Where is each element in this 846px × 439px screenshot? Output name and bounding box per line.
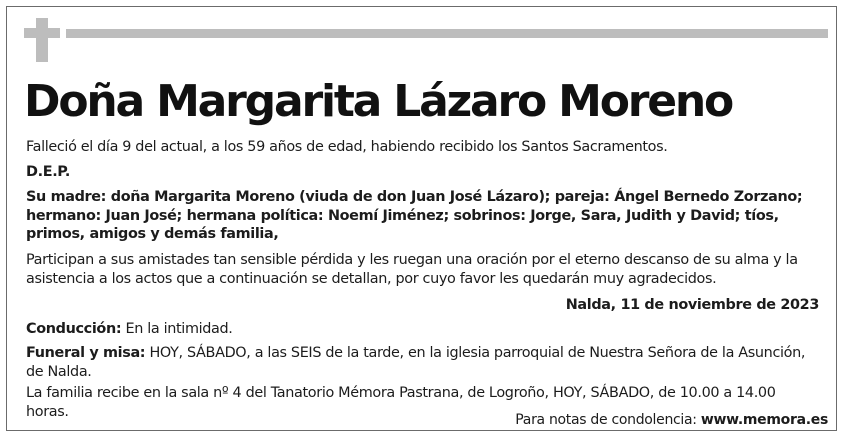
- condolence-site-link[interactable]: www.memora.es: [700, 412, 828, 428]
- header-rule: [66, 29, 828, 38]
- condolence-line: [515, 412, 828, 428]
- cross-icon-arm: [24, 28, 60, 38]
- family-list: Su madre: doña Margarita Moreno (viuda de don Juan José Lázaro); pareja: Ángel Bernedo Zorzano; hermano: Juan José; hermana política: Noemí Jiménez; sobrinos: Jorge, Sara, Judith y David; tíos, primos, amigos y demás familia,: [26, 189, 803, 242]
- cross-icon: [36, 18, 48, 62]
- conduction-text: En la intimidad.: [125, 321, 233, 337]
- funeral-label: Funeral y misa:: [26, 345, 146, 361]
- funeral-text: HOY, SÁBADO, a las SEIS de la tarde, en la iglesia parroquial de Nuestra Señora de la Asunción, de Nalda.: [26, 345, 806, 380]
- conduction-line: [26, 320, 826, 339]
- request-text: Participan a sus amistades tan sensible pérdida y les ruegan una oración por el eterno descanso de su alma y la asistencia a los actos que a continuación se detallan, por cuyo favor les quedarán muy agradecidos.: [26, 252, 798, 287]
- reception-text: La familia recibe en la sala nº 4 del Tanatorio Mémora Pastrana, de Logroño, HOY, SÁBADO, de 10.00 a 14.00 horas.: [26, 385, 776, 420]
- deceased-name: Doña Margarita Lázaro Moreno: [24, 76, 733, 127]
- condolence-label: Para notas de condolencia:: [515, 412, 697, 428]
- place-date: Nalda, 11 de noviembre de 2023: [565, 297, 819, 313]
- death-announcement: Falleció el día 9 del actual, a los 59 años de edad, habiendo recibido los Santos Sacramentos.: [26, 139, 668, 155]
- conduction-label: Conducción:: [26, 321, 122, 337]
- funeral-line: [26, 344, 816, 381]
- rip-label: D.E.P.: [26, 164, 70, 180]
